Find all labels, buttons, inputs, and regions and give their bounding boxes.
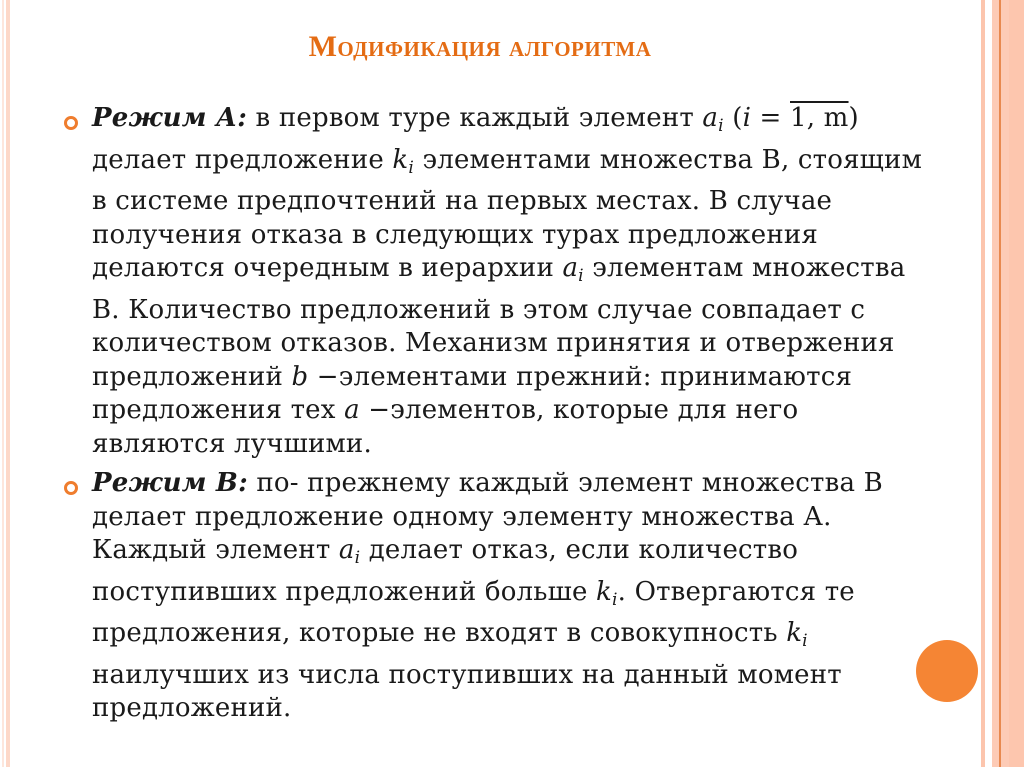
math-var: k — [596, 576, 613, 607]
circle-bullet-icon — [64, 481, 78, 495]
text-run: ( — [723, 103, 743, 133]
decorative-orange-circle — [916, 640, 978, 702]
text-run: . Отвергаются те предложения, которые не входят в совокупность — [92, 576, 855, 648]
text-run: наилучших из числа поступивших на данный момент предложений. — [92, 659, 842, 723]
right-decorative-stripe — [1009, 0, 1024, 767]
math-var: b — [291, 361, 309, 392]
math-subscript: i — [802, 631, 808, 651]
bullet-item-mode-b — [60, 467, 940, 726]
left-border-stripe — [2, 0, 4, 767]
paragraph-mode-b — [92, 467, 940, 726]
text-run: −элементов, которые для него являются лучшими. — [92, 395, 799, 459]
text-run: ) — [848, 103, 859, 133]
right-decorative-stripe — [981, 0, 985, 767]
math-var: a — [338, 535, 355, 565]
bullet-item-mode-a — [60, 102, 940, 461]
text-run: элементами множества В, стоящим в системе предпочтений на первых местах. В случае получения отказа в следующих турах предложения делаются очередным в иерархии — [92, 144, 923, 283]
math-subscript: i — [354, 548, 361, 568]
text-run: по- прежнему каждый элемент множества В делает предложение одному элементу множества А. Каждый элемент — [92, 468, 883, 565]
math-range: 1, m — [790, 103, 849, 133]
text-run: делает предложение — [92, 144, 393, 175]
text-run: в первом туре каждый элемент — [247, 103, 703, 133]
bullet-list — [60, 102, 940, 732]
right-decorative-stripe-dark — [999, 0, 1001, 767]
circle-bullet-icon — [64, 116, 78, 130]
math-subscript: i — [408, 157, 415, 178]
math-var: a — [562, 253, 579, 283]
math-var: a — [702, 103, 719, 133]
text-run: −элементами прежний: принимаются предложения тех — [92, 361, 853, 425]
math-subscript: i — [612, 589, 618, 610]
text-run: элементам множества В. Количество предложений в этом случае совпадает с количеством отказов. Механизм принятия и отвержения предложений — [92, 253, 906, 392]
math-var: k — [392, 144, 409, 175]
text-run: = — [751, 103, 790, 133]
math-var: a — [344, 395, 360, 425]
mode-b-label: Режим В: — [92, 468, 248, 498]
text-run: делает отказ, если количество поступивших предложений больше — [92, 535, 799, 607]
math-var: i — [742, 103, 752, 133]
slide-title: Модификация алгоритма — [308, 30, 652, 63]
math-subscript: i — [718, 116, 724, 136]
paragraph-mode-a — [92, 102, 940, 461]
math-subscript: i — [578, 266, 584, 286]
mode-a-label: Режим А: — [92, 103, 248, 133]
left-border-stripe — [6, 0, 10, 767]
math-var: k — [786, 618, 803, 648]
